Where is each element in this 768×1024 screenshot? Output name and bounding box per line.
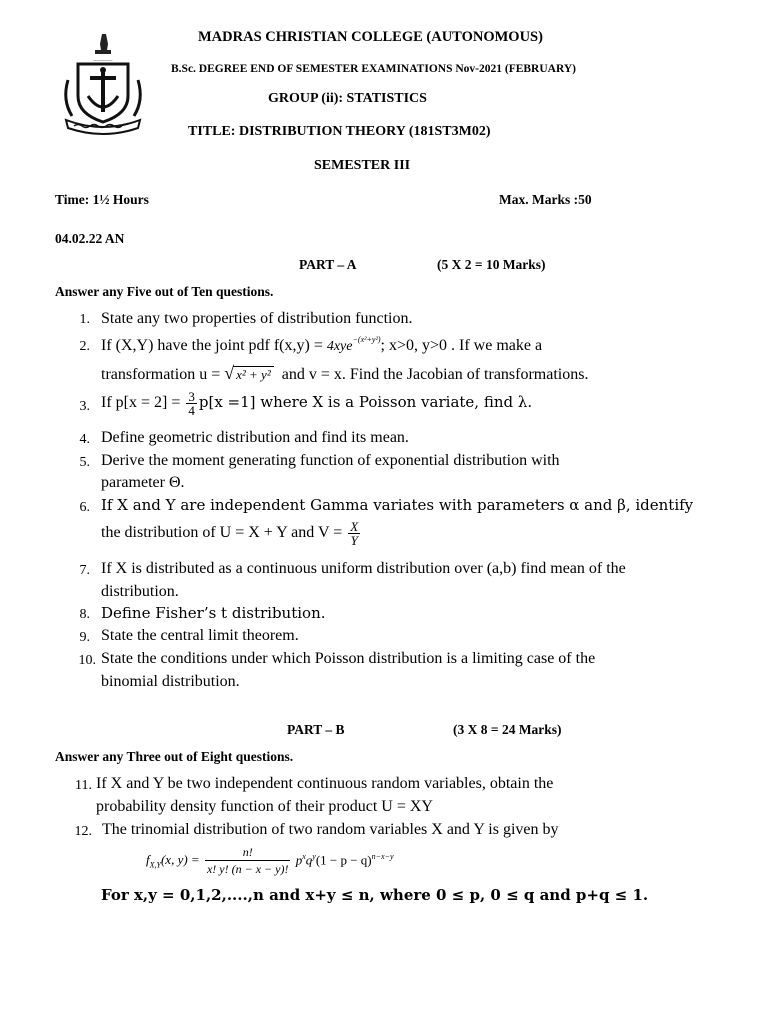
pdf-formula: 4xye bbox=[326, 339, 353, 354]
exam-date: 04.02.22 AN bbox=[55, 231, 125, 246]
question-12-line-1: The trinomial distribution of two random variables X and Y is given by bbox=[102, 821, 559, 838]
question-3-text-b: p[x =1] where X is a Poisson variate, find λ. bbox=[198, 393, 533, 412]
part-b-instruction: Answer any Three out of Eight questions. bbox=[55, 749, 294, 764]
question-6-line-1: If X and Y are independent Gamma variates with parameters α and β, identify bbox=[101, 496, 694, 514]
semester-label: SEMESTER III bbox=[314, 158, 411, 173]
question-number: 3. bbox=[79, 399, 90, 414]
part-b-heading: PART – B bbox=[287, 722, 345, 737]
formula-f: f bbox=[146, 851, 150, 867]
formula-args: (x, y) = bbox=[160, 851, 200, 867]
question-11-line-2: probability density function of their product U = XY bbox=[96, 798, 433, 815]
question-7-line-1: If X is distributed as a continuous uniform distribution over (a,b) find mean of the bbox=[101, 560, 626, 577]
question-number: 2. bbox=[79, 339, 90, 354]
formula-exp-x: x bbox=[302, 852, 306, 862]
formula-q: q bbox=[305, 852, 313, 868]
formula-exp-y: y bbox=[312, 852, 316, 862]
part-a-instruction: Answer any Five out of Ten questions. bbox=[55, 284, 274, 299]
pdf-exponent: −(x²+y²) bbox=[352, 335, 381, 344]
question-5-line-2: parameter Θ. bbox=[101, 474, 185, 491]
fraction-numerator: X bbox=[350, 519, 359, 534]
fraction-denominator: Y bbox=[350, 533, 358, 548]
question-3-text-a: If p[x = 2] = bbox=[101, 394, 185, 412]
sqrt-expression: x² + y² bbox=[233, 366, 274, 383]
question-2-line-1 bbox=[101, 335, 695, 355]
trinomial-fraction bbox=[205, 844, 290, 877]
question-9: State the central limit theorem. bbox=[101, 627, 299, 644]
question-number: 11. bbox=[75, 778, 92, 793]
formula-exp-n: n−x−y bbox=[371, 852, 394, 862]
question-2-text-a: If (X,Y) have the joint pdf f(x,y) = bbox=[101, 337, 327, 354]
question-number: 4. bbox=[79, 432, 90, 447]
formula-p: p bbox=[295, 852, 303, 868]
question-2-line-2: transformation u = √ x² + y² and v = x. Find the Jacobian of transformations. bbox=[101, 363, 589, 383]
question-number: 7. bbox=[79, 563, 90, 578]
college-name: MADRAS CHRISTIAN COLLEGE (AUTONOMOUS) bbox=[198, 29, 543, 45]
trinomial-formula bbox=[146, 844, 394, 877]
group-title: GROUP (ii): STATISTICS bbox=[268, 91, 427, 106]
question-10-line-1: State the conditions under which Poisson distribution is a limiting case of the bbox=[101, 650, 596, 667]
question-4: Define geometric distribution and find its mean. bbox=[101, 429, 409, 446]
part-b-marks: (3 X 8 = 24 Marks) bbox=[453, 722, 562, 737]
question-number: 8. bbox=[79, 607, 90, 622]
max-marks: Max. Marks :50 bbox=[499, 192, 592, 207]
fraction-three-fourths bbox=[186, 390, 197, 417]
question-number: 1. bbox=[79, 312, 90, 327]
question-number: 9. bbox=[79, 630, 90, 645]
fraction-denominator: x! y! (n − x − y)! bbox=[206, 862, 289, 876]
part-a-marks: (5 X 2 = 10 Marks) bbox=[437, 257, 546, 272]
question-2-text-d: and v = x. Find the Jacobian of transformations. bbox=[281, 366, 589, 383]
question-11-line-1: If X and Y be two independent continuous random variables, obtain the bbox=[96, 775, 554, 792]
fraction-numerator: 3 bbox=[188, 389, 195, 404]
question-number: 6. bbox=[79, 500, 90, 515]
question-7-line-2: distribution. bbox=[101, 583, 179, 600]
svg-text:~~~~~~~: ~~~~~~~ bbox=[93, 59, 113, 64]
exam-title: B.Sc. DEGREE END OF SEMESTER EXAMINATIONS Nov-2021 (FEBRUARY) bbox=[171, 63, 577, 75]
question-2-text-b: ; x>0, y>0 . If we make a bbox=[380, 337, 543, 354]
question-8: Define Fisher’s t distribution. bbox=[101, 604, 326, 622]
formula-subscript: X,Y bbox=[149, 860, 161, 870]
college-seal-logo bbox=[58, 30, 148, 138]
question-10-line-2: binomial distribution. bbox=[101, 673, 240, 690]
fraction-denominator: 4 bbox=[188, 403, 195, 418]
exam-time: Time: 1½ Hours bbox=[55, 192, 149, 207]
question-5-line-1: Derive the moment generating function of exponential distribution with bbox=[101, 452, 560, 469]
question-number: 12. bbox=[74, 824, 92, 839]
question-12-line-2: For x,y = 0,1,2,....,n and x+y ≤ n, where 0 ≤ p, 0 ≤ q and p+q ≤ 1. bbox=[101, 886, 649, 904]
question-6-text-b: the distribution of U = X + Y and V = bbox=[101, 524, 347, 542]
question-number: 10. bbox=[78, 653, 96, 668]
question-1: State any two properties of distribution function. bbox=[101, 310, 413, 327]
fraction-numerator: n! bbox=[205, 844, 290, 861]
question-2-text-c: transformation u = bbox=[101, 366, 225, 383]
fraction-x-over-y bbox=[348, 520, 360, 547]
part-a-heading: PART – A bbox=[299, 257, 357, 272]
question-3 bbox=[101, 390, 532, 417]
paper-title: TITLE: DISTRIBUTION THEORY (181ST3M02) bbox=[188, 124, 491, 139]
formula-remainder: (1 − p − q) bbox=[315, 852, 372, 868]
question-6-line-2 bbox=[101, 520, 362, 547]
question-number: 5. bbox=[79, 455, 90, 470]
